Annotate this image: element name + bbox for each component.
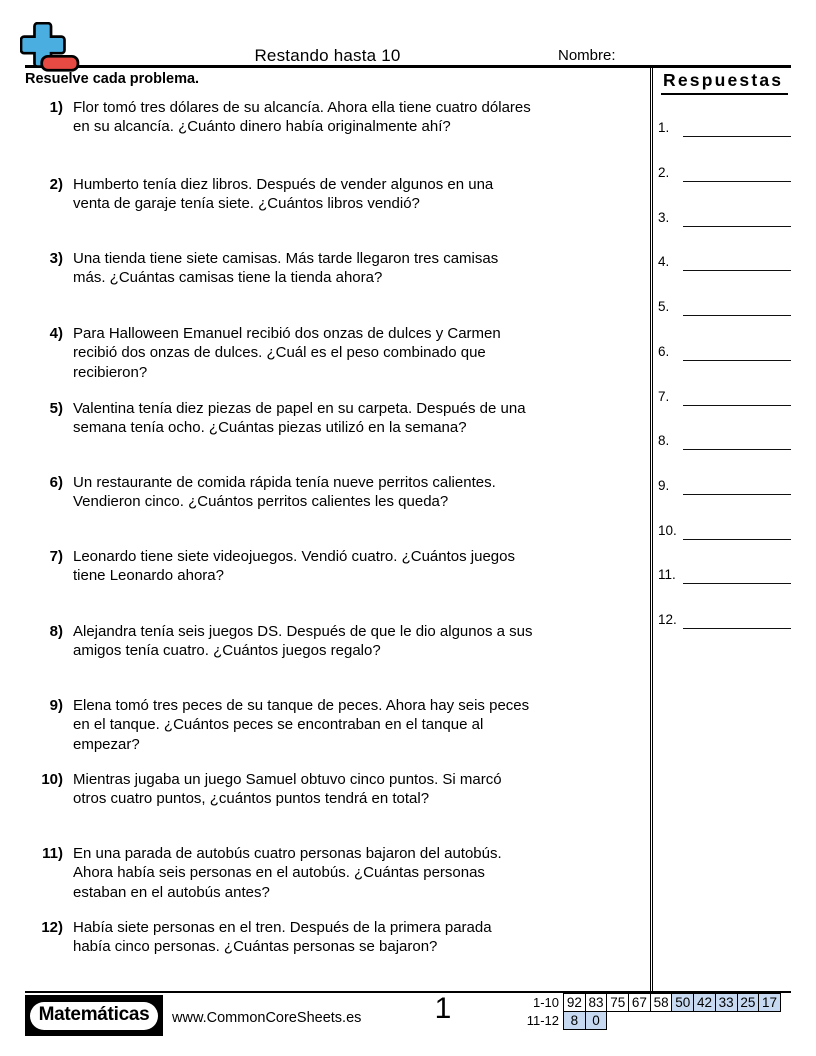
answer-row-11 [650,567,791,587]
score-reference-grid [519,993,781,1030]
answer-number: 8. [658,433,670,448]
answer-row-5 [650,299,791,319]
score-row-label: 11-12 [526,1013,559,1028]
answer-blank-9[interactable] [683,494,791,495]
score-cell: 25 [737,993,760,1012]
answer-row-12 [650,612,791,632]
header-rule [25,65,791,68]
answer-row-7 [650,389,791,409]
name-label: Nombre: [558,47,616,64]
problem-item-8 [25,622,533,661]
answer-number: 6. [658,344,670,359]
problem-number: 7) [49,548,63,565]
answer-number: 1. [658,120,670,135]
problem-item-12 [25,918,533,957]
problem-text: Valentina tenía diez piezas de papel en su carpeta. Después de una semana tenía ocho. ¿Cuántas piezas utilizó en la semana? [73,400,526,437]
answer-number: 5. [658,299,670,314]
score-cell: 8 [563,1011,586,1030]
score-cell: 42 [693,993,716,1012]
problem-item-2 [25,175,533,214]
problem-item-4 [25,324,533,382]
answer-number: 4. [658,254,670,269]
score-row-label: 1-10 [532,995,559,1010]
brand-name: Matemáticas [30,1002,159,1030]
score-row-11-12 [519,1011,781,1030]
answer-blank-6[interactable] [683,360,791,361]
score-cell: 50 [671,993,694,1012]
answer-number: 12. [658,612,677,627]
answer-number: 11. [658,567,676,582]
page-title: Restando hasta 10 [254,46,401,65]
answer-blank-2[interactable] [683,181,791,182]
problem-item-10 [25,770,533,809]
answer-number: 10. [658,523,677,538]
problem-text: Mientras jugaba un juego Samuel obtuvo cinco puntos. Si marcó otros cuatro puntos, ¿cuántos puntos tendrá en total? [73,771,502,808]
score-cell: 33 [715,993,738,1012]
problem-number: 1) [49,99,63,116]
instruction-text: Resuelve cada problema. [25,71,200,87]
problem-text: Flor tomó tres dólares de su alcancía. Ahora ella tiene cuatro dólares en su alcancía. ¿Cuánto dinero había originalmente ahí? [73,99,531,136]
answer-blank-11[interactable] [683,583,791,584]
problem-text: Alejandra tenía seis juegos DS. Después de que le dio algunos a sus amigos tenía cuatro. ¿Cuántos juegos regalo? [73,623,533,660]
problem-number: 3) [49,250,63,267]
score-row-1-10 [519,993,781,1012]
plus-minus-logo-icon [20,22,80,72]
problem-text: Había siete personas en el tren. Después de la primera parada había cinco personas. ¿Cuántas personas se bajaron? [73,919,492,956]
answer-number: 7. [658,389,670,404]
brand-badge [25,995,163,1036]
problem-text: Elena tomó tres peces de su tanque de peces. Ahora hay seis peces en el tanque. ¿Cuántos peces se encontraban en el tanque al empezar? [73,697,530,753]
score-cell: 92 [563,993,586,1012]
problem-text: Para Halloween Emanuel recibió dos onzas de dulces y Carmen recibió dos onzas de dulces. ¿Cuál es el peso combinado que recibieron? [73,325,501,381]
problem-item-7 [25,547,533,586]
problem-text: Un restaurante de comida rápida tenía nueve perritos calientes. Vendieron cinco. ¿Cuántos perritos calientes les queda? [73,474,496,511]
answer-row-9 [650,478,791,498]
score-cell: 75 [606,993,629,1012]
answer-row-8 [650,433,791,453]
answer-row-4 [650,254,791,274]
problem-text: En una parada de autobús cuatro personas bajaron del autobús. Ahora había seis personas en el autobús. ¿Cuántas personas estaban en el autobús antes? [73,845,502,901]
problem-number: 4) [49,325,63,342]
answer-row-2 [650,165,791,185]
answer-blank-3[interactable] [683,226,791,227]
answer-row-1 [650,120,791,140]
answer-blank-12[interactable] [683,628,791,629]
answers-heading: Respuestas [661,70,788,95]
problem-text: Una tienda tiene siete camisas. Más tarde llegaron tres camisas más. ¿Cuántas camisas tiene la tienda ahora? [73,250,499,287]
answer-blank-1[interactable] [683,136,791,137]
answer-blank-5[interactable] [683,315,791,316]
answer-row-10 [650,523,791,543]
problem-item-6 [25,473,533,512]
problem-item-1 [25,98,533,137]
website-url: www.CommonCoreSheets.es [172,1010,362,1026]
answer-row-6 [650,344,791,364]
problem-number: 12) [41,919,63,936]
answer-number: 2. [658,165,670,180]
problem-item-11 [25,844,533,902]
problem-number: 6) [49,474,63,491]
answer-row-3 [650,210,791,230]
answer-blank-7[interactable] [683,405,791,406]
score-cell: 58 [650,993,673,1012]
score-cell: 67 [628,993,651,1012]
problem-number: 5) [49,400,63,417]
problem-text: Humberto tenía diez libros. Después de vender algunos en una venta de garaje tenía siete. ¿Cuántos libros vendió? [73,176,494,213]
score-cell: 83 [585,993,608,1012]
problem-number: 2) [49,176,63,193]
score-cell: 17 [758,993,781,1012]
answer-number: 3. [658,210,670,225]
problem-item-3 [25,249,533,288]
page-number: 1 [434,992,452,1025]
problem-number: 10) [41,771,63,788]
answer-blank-4[interactable] [683,270,791,271]
problem-number: 8) [49,623,63,640]
problem-text: Leonardo tiene siete videojuegos. Vendió cuatro. ¿Cuántos juegos tiene Leonardo ahora? [73,548,515,585]
problem-number: 9) [49,697,63,714]
answer-blank-10[interactable] [683,539,791,540]
answer-number: 9. [658,478,670,493]
answer-blank-8[interactable] [683,449,791,450]
score-cell: 0 [585,1011,608,1030]
problem-item-5 [25,399,533,438]
problem-item-9 [25,696,533,754]
problem-number: 11) [42,845,63,862]
